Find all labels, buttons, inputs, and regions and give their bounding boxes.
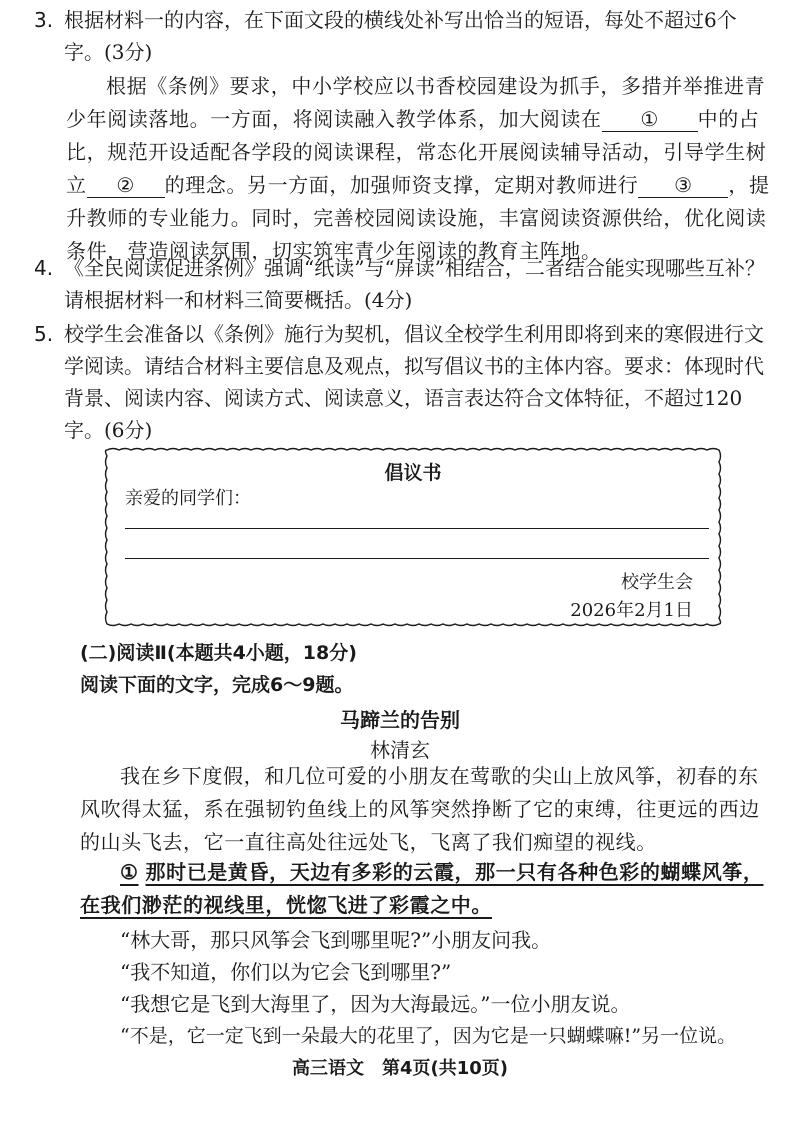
blank-3: ③ [638, 173, 728, 198]
answer-line-1[interactable] [125, 528, 709, 529]
dialog-line-1: “林大哥，那只风筝会飞到哪里呢?”小朋友问我。 [120, 928, 552, 952]
section-2-instruction: 阅读下面的文字，完成6～9题。 [80, 674, 354, 696]
question-4 [34, 252, 774, 316]
question-3 [34, 4, 774, 68]
question-3-passage [66, 70, 772, 268]
question-4-prompt: 《全民阅读促进条例》强调“纸读”与“屏读”相结合，二者结合能实现哪些互补？请根据材料一和材料三简要概括。(4分) [64, 256, 765, 312]
passage-part-3: 的理念。另一方面，加强师资支撑，定期对教师进行 [164, 173, 639, 197]
question-5 [34, 318, 774, 446]
dialog-line-2: “我不知道，你们以为它会飞到哪里?” [120, 960, 452, 984]
letter-signature: 校学生会 [621, 572, 693, 593]
question-4-number: 4. [34, 256, 54, 280]
section-2-heading: (二)阅读Ⅱ(本题共4小题，18分) [80, 642, 357, 664]
answer-line-2[interactable] [125, 558, 709, 559]
blank-2: ② [87, 173, 165, 198]
dialog-line-4: “不是，它一定飞到一朵最大的花里了，因为它是一只蝴蝶嘛!”另一位说。 [120, 1025, 737, 1047]
proposal-letter-box [103, 446, 723, 628]
blank-1: ① [602, 107, 698, 132]
question-5-prompt: 校学生会准备以《条例》施行为契机，倡议全校学生利用即将到来的寒假进行文学阅读。请结合材料主要信息及观点，拟写倡议书的主体内容。要求：体现时代背景、阅读内容、阅读方式、阅读意义，语言表达符合文体特征，不超过120字。(6分) [64, 322, 764, 442]
dialog-line-3: “我想它是飞到大海里了，因为大海最远。”一位小朋友说。 [120, 992, 631, 1016]
passage-part-1: 根据《条例》要求，中小学校应以书香校园建设为抓手，多措并举推进青少年阅读落地。一方面，将阅读融入教学体系，加大阅读在 [66, 74, 766, 131]
question-3-prompt: 根据材料一的内容，在下面文段的横线处补写出恰当的短语，每处不超过6个字。(3分) [64, 8, 737, 64]
question-5-number: 5. [34, 322, 54, 346]
letter-title: 倡议书 [384, 462, 442, 484]
sentence-marker: ① [120, 860, 139, 884]
article-title: 马蹄兰的告别 [340, 708, 460, 732]
letter-date: 2026年2月1日 [570, 600, 693, 621]
underlined-sentence: 那时已是黄昏，天边有多彩的云霞，那一只有各种色彩的蝴蝶风筝，在我们渺茫的视线里，恍惚飞进了彩霞之中。 [80, 860, 764, 917]
passage-part-4: ，提升教师的专业能力。同时，完善校园阅读设施，丰富阅读资源供给，优化阅读条件，营造阅读氛围，切实筑牢青少年阅读的教育主阵地。 [66, 173, 770, 263]
article-author: 林清玄 [370, 738, 430, 762]
passage-part-2: 中的占比，规范开设适配各学段的阅读课程，常态化开展阅读辅导活动，引导学生树立 [66, 107, 767, 197]
question-3-number: 3. [34, 8, 54, 32]
page-footer: 高三语文 第4页(共10页) [291, 1058, 509, 1079]
letter-salutation: 亲爱的同学们： [125, 488, 251, 509]
article-paragraph-2 [80, 856, 772, 922]
article-paragraph-1: 我在乡下度假，和几位可爱的小朋友在莺歌的尖山上放风筝，初春的东风吹得太猛，系在强韧钓鱼线上的风筝突然挣断了它的束缚，往更远的西边的山头飞去，它一直往高处往远处飞，飞离了我们痴望的视线。 [80, 764, 760, 854]
